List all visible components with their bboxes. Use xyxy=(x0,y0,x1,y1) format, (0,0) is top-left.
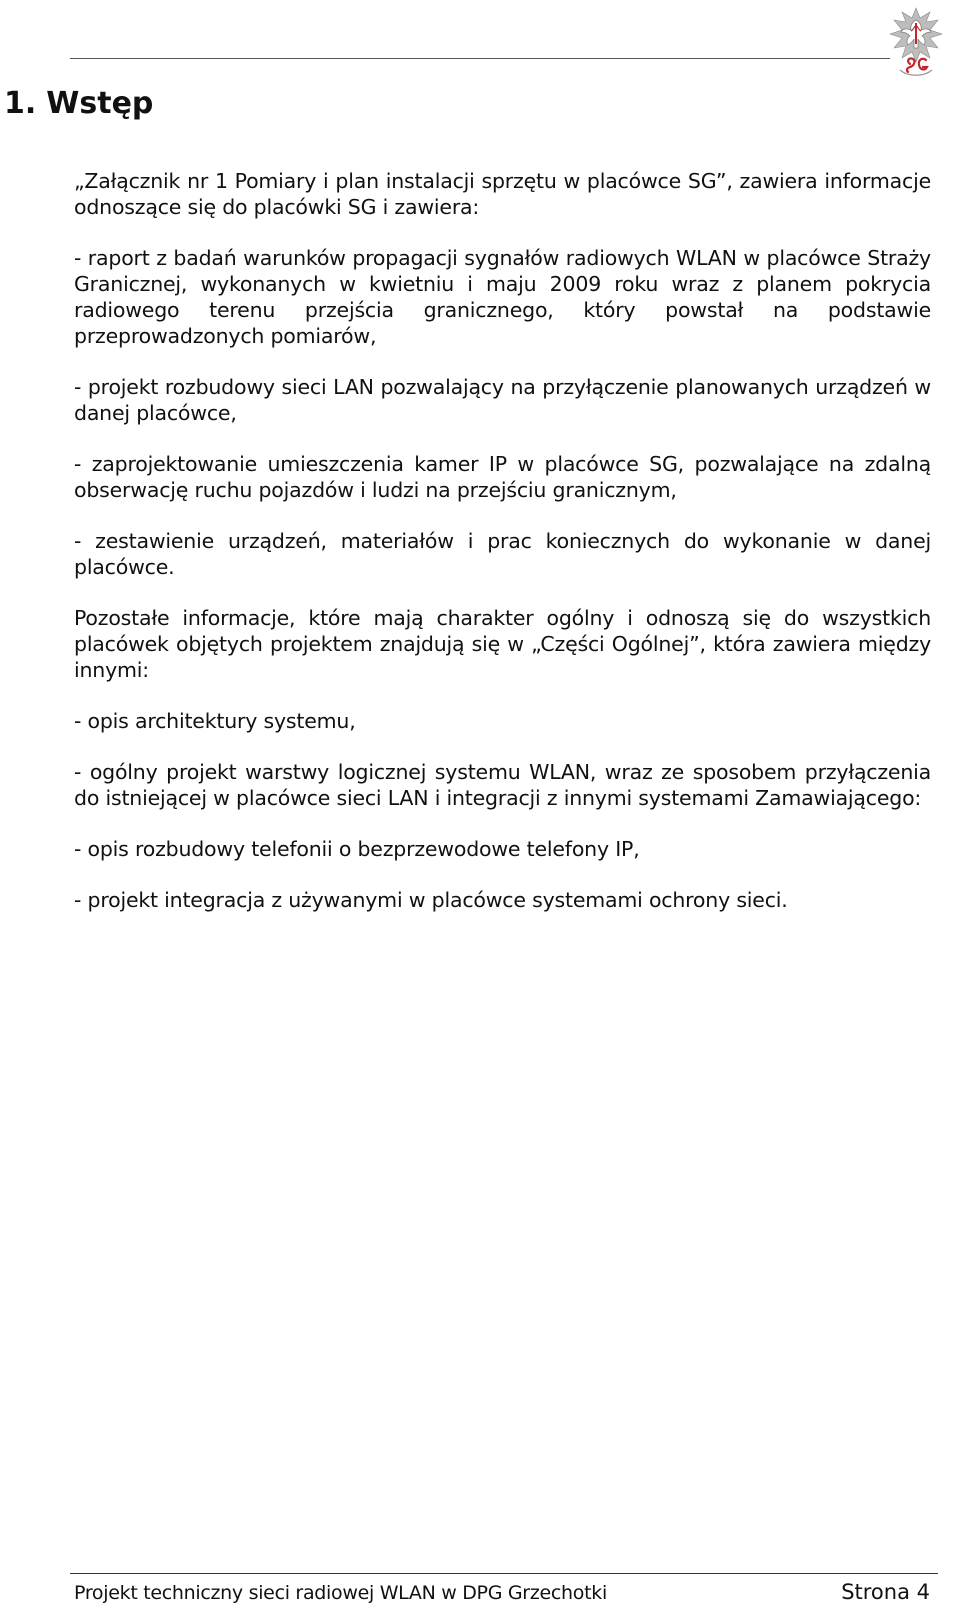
list-item-architecture: - opis architektury systemu, xyxy=(74,709,356,733)
footer-rule xyxy=(70,1573,938,1574)
list-item-ip-cameras: - zaprojektowanie umieszczenia kamer IP w placówce SG, pozwalające na zdalną obserwację ruchu pojazdów i ludzi na przejściu granicznym, xyxy=(74,452,931,502)
document-body xyxy=(74,168,931,938)
footer-document-title: Projekt techniczny sieci radiowej WLAN w DPG Grzechotki xyxy=(74,1582,607,1604)
chapter-title-text: Wstęp xyxy=(46,86,154,121)
intro-paragraph: „Załącznik nr 1 Pomiary i plan instalacji sprzętu w placówce SG”, zawiera informacje odnoszące się do placówki SG i zawiera: xyxy=(74,169,931,219)
general-part-paragraph: Pozostałe informacje, które mają charakter ogólny i odnoszą się do wszystkich placówek objętych projektem znajdują się w „Części Ogólnej”, która zawiera między innymi: xyxy=(74,606,931,682)
list-item-security-integration: - projekt integracja z używanymi w placówce systemami ochrony sieci. xyxy=(74,888,788,912)
list-item-ip-phones: - opis rozbudowy telefonii o bezprzewodowe telefony IP, xyxy=(74,837,640,861)
list-item-lan-expansion: - projekt rozbudowy sieci LAN pozwalający na przyłączenie planowanych urządzeń w danej placówce, xyxy=(74,375,931,425)
footer-page-number: Strona 4 xyxy=(841,1580,930,1604)
list-item-logical-layer: - ogólny projekt warstwy logicznej systemu WLAN, wraz ze sposobem przyłączenia do istniejącej w placówce sieci LAN i integracji z innymi systemami Zamawiającego: xyxy=(74,760,931,810)
chapter-number: 1. xyxy=(4,86,37,121)
chapter-title xyxy=(4,86,153,121)
list-item-radio-report: - raport z badań warunków propagacji sygnałów radiowych WLAN w placówce Straży Granicznej, wykonanych w kwietniu i maju 2009 roku wraz z planem pokrycia radiowego terenu przejścia granicznego, który powstał na podstawie przeprowadzonych pomiarów, xyxy=(74,246,931,348)
border-guard-eagle-emblem-icon xyxy=(886,4,946,80)
list-item-equipment-list: - zestawienie urządzeń, materiałów i prac koniecznych do wykonanie w danej placówce. xyxy=(74,529,931,579)
header-rule xyxy=(70,58,890,59)
